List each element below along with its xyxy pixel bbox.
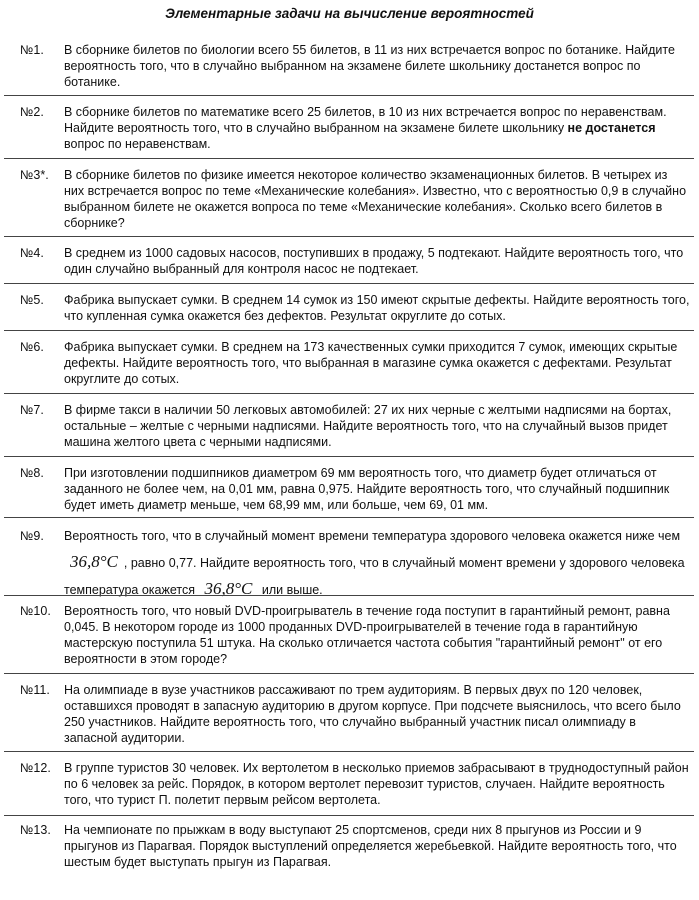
divider bbox=[4, 95, 694, 96]
problem-text: Фабрика выпускает сумки. В среднем 14 сумок из 150 имеют скрытые дефекты. Найдите вероятность того, что купленная сумка окажется без дефектов. Результат округлите до сотых. bbox=[64, 293, 690, 323]
problem-number: №5. bbox=[20, 293, 44, 307]
temperature-formula: 36,8°C bbox=[70, 552, 118, 571]
problem-text: В среднем из 1000 садовых насосов, поступивших в продажу, 5 подтекают. Найдите вероятность того, что один случайно выбранный для контроля насос не подтекает. bbox=[64, 246, 684, 276]
problem-text: В сборнике билетов по физике имеется некоторое количество экзаменационных билетов. В четырех из них встречается вопрос по теме «Механические колебания». Известно, что с вероятностью 0,9 в случайно выбранном билете не окажется вопроса по теме «Механические колебания». Сколько всего билетов в сборнике? bbox=[64, 168, 687, 230]
problem-number: №9. bbox=[20, 529, 44, 543]
problem-number: №13. bbox=[20, 823, 51, 837]
problem-number: №4. bbox=[20, 246, 44, 260]
problem-text: На олимпиаде в вузе участников рассаживают по трем аудиториям. В первых двух по 120 человек, оставшихся проводят в запасную аудиторию в другом корпусе. При подсчете выяснилось, что всего было 250 участников. Найдите вероятность того, что случайно выбранный участник писал олимпиаду в запасной аудитории. bbox=[64, 683, 681, 745]
problem-number: №11. bbox=[20, 683, 50, 697]
divider bbox=[4, 330, 694, 331]
divider bbox=[4, 517, 694, 518]
divider bbox=[4, 673, 694, 674]
problem-text-part: Вероятность того, что в случайный момент времени температура здорового человека окажется ниже чем bbox=[64, 529, 681, 543]
problem-text bbox=[64, 104, 690, 152]
divider bbox=[4, 283, 694, 284]
problem-text: На чемпионате по прыжкам в воду выступают 25 спортсменов, среди них 8 прыгунов из России и 9 прыгунов из Парагвая. Порядок выступлений определяется жеребьевкой. Найдите вероятность того, что шестым будет выступать прыгун из Парагвая. bbox=[64, 823, 677, 869]
divider bbox=[4, 815, 694, 816]
problem-text: В фирме такси в наличии 50 легковых автомобилей: 27 их них черные с желтыми надписями на бортах, остальные – желтые с черными надписями. Найдите вероятность того, что на случайный вызов придет машина желтого цвета с черными надписями. bbox=[64, 403, 672, 449]
problem-text-part: В сборнике билетов по математике всего 25 билетов, в 10 из них встречается вопрос по неравенствам. Найдите вероятность того, что в случайно выбранном на экзамене билете школьнику bbox=[64, 105, 667, 135]
problem-number: №2. bbox=[20, 105, 44, 119]
problem-number: №8. bbox=[20, 466, 44, 480]
problem-text-part: или выше. bbox=[261, 583, 323, 597]
problem-number: №7. bbox=[20, 403, 44, 417]
problem-number: №6. bbox=[20, 340, 44, 354]
problem-text: В сборнике билетов по биологии всего 55 билетов, в 11 из них встречается вопрос по ботанике. Найдите вероятность того, что в случайно выбранном на экзамене билете школьнику достанется вопрос по ботанике. bbox=[64, 43, 675, 89]
divider bbox=[4, 236, 694, 237]
temperature-formula: 36,8°C bbox=[204, 579, 253, 598]
problem-text: В группе туристов 30 человек. Их вертолетом в несколько приемов забрасывают в труднодоступный район по 6 человек за рейс. Порядок, в котором вертолет перевозит туристов, случаен. Найдите вероятность того, что турист П. полетит первым рейсом вертолета. bbox=[64, 761, 689, 807]
problem-number: №10. bbox=[20, 604, 51, 618]
problem-text: Вероятность того, что новый DVD-проигрыватель в течение года поступит в гарантийный ремонт, равна 0,045. В некотором городе из 1000 проданных DVD-проигрывателей в течение года в гарантийную мастерскую поступила 51 штука. На сколько отличается частота события "гарантийный ремонт" от его вероятности в этом городе? bbox=[64, 604, 670, 666]
problem-text-part: вопрос по неравенствам. bbox=[64, 137, 211, 151]
problem-text: Фабрика выпускает сумки. В среднем на 173 качественных сумки приходится 7 сумок, имеющих скрытые дефекты. Найдите вероятность того, что выбранная в магазине сумка окажется с дефектами. Результат округлите до сотых. bbox=[64, 340, 678, 386]
divider bbox=[4, 158, 694, 159]
divider bbox=[4, 456, 694, 457]
problem-text bbox=[64, 524, 690, 603]
divider bbox=[4, 595, 694, 596]
problem-number: №3*. bbox=[20, 168, 49, 182]
divider bbox=[4, 751, 694, 752]
problem-number: №1. bbox=[20, 43, 44, 57]
problem-text: При изготовлении подшипников диаметром 69 мм вероятность того, что диаметр будет отличаться от заданного не более чем, на 0,01 мм, равна 0,975. Найдите вероятность того, что случайный подшипник будет иметь диаметр меньше, чем 68,99 мм, или больше, чем 69, 01 мм. bbox=[64, 466, 670, 512]
problem-text-emphasis: не достанется bbox=[567, 121, 656, 135]
divider bbox=[4, 393, 694, 394]
problem-text-part: , равно 0,77. Найдите вероятность того, что в случайный момент времени у здорового человека температура окажется bbox=[64, 556, 685, 597]
page-title: Элементарные задачи на вычисление вероятностей bbox=[165, 6, 534, 21]
problem-number: №12. bbox=[20, 761, 51, 775]
